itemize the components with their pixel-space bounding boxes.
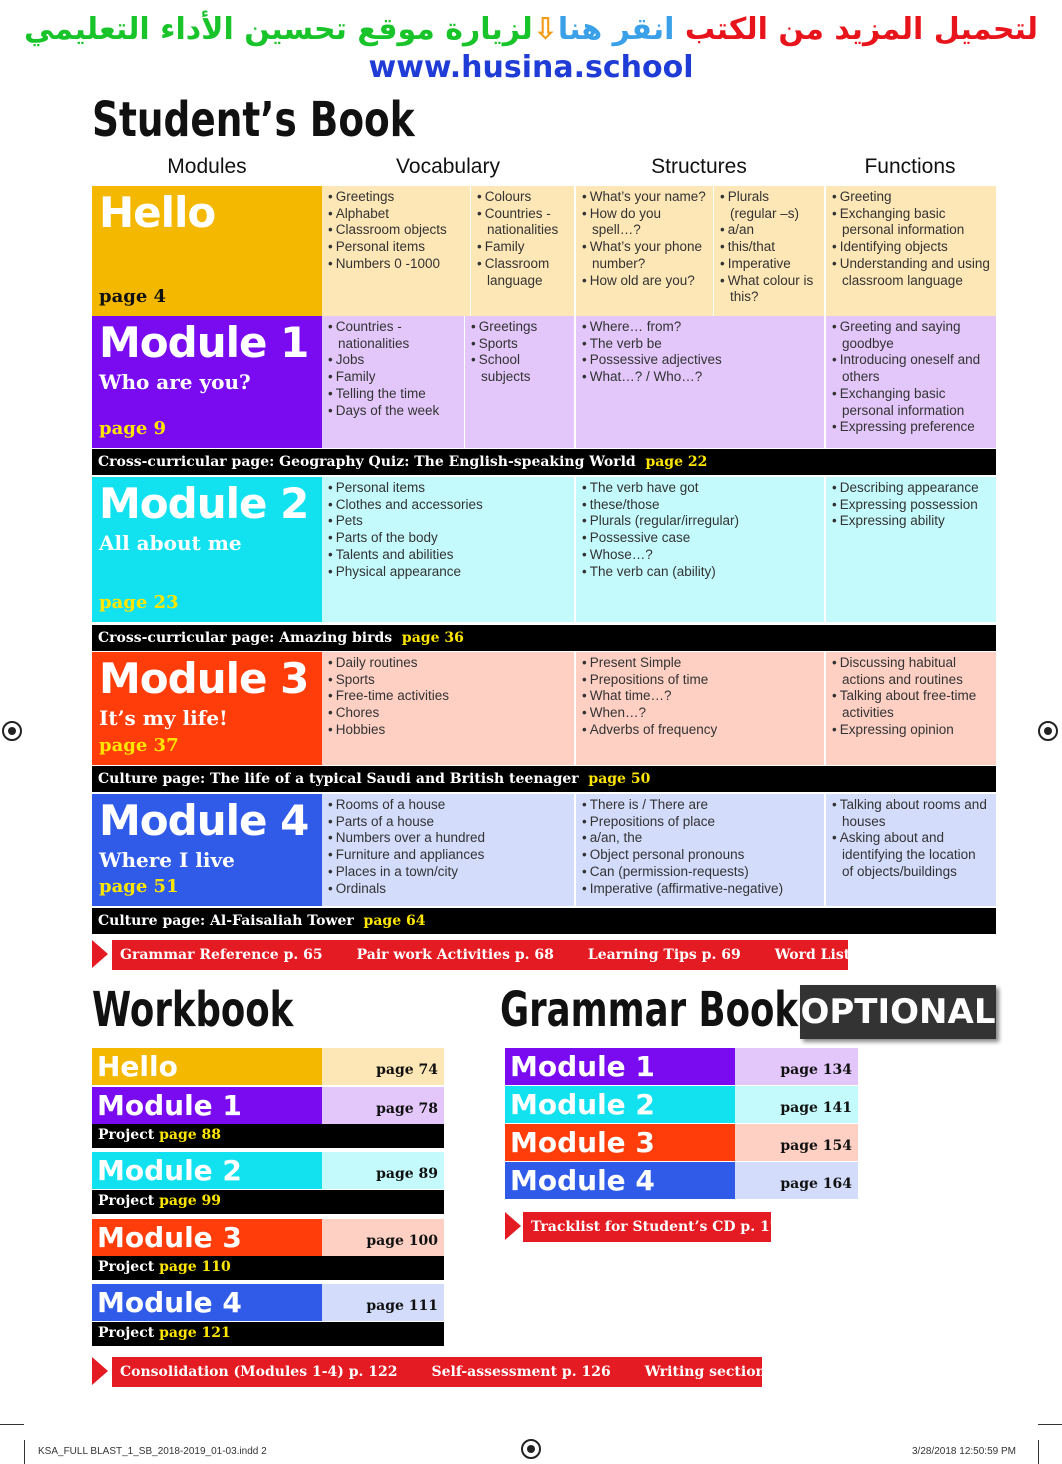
header-functions: Functions	[864, 155, 956, 178]
functions-cell	[824, 794, 996, 906]
structures-cell	[574, 316, 824, 448]
grammar-module-name: Module 4	[505, 1162, 735, 1199]
list-item: • Telling the time	[328, 386, 458, 403]
list-item: • Can (permission-requests)	[582, 864, 818, 881]
list-item: • these/those	[582, 497, 818, 514]
project-label: Project	[98, 1193, 155, 1209]
workbook-references	[112, 1357, 820, 1387]
module-page: page 37	[99, 735, 179, 756]
list-item: • Asking about and identifying the location of objects/buildings	[832, 830, 990, 880]
grammar-book-title: Grammar Book	[500, 982, 799, 1038]
structures-cell	[574, 794, 824, 906]
project-page: page 99	[159, 1193, 222, 1209]
module-box	[92, 794, 322, 906]
project-bar	[92, 1256, 444, 1280]
workbook-module-name: Module 2	[92, 1152, 322, 1189]
bullet-list	[582, 797, 818, 897]
list-item: • Parts of the body	[328, 530, 568, 547]
list-item: • Numbers over a hundred	[328, 830, 568, 847]
module-name: Module 4	[99, 796, 309, 845]
list-item: • Talking about free-time activities	[832, 688, 990, 721]
bullet-list	[832, 797, 990, 881]
bullet-list	[582, 480, 818, 580]
cross-curricular-label: Culture page: Al-Faisaliah Tower	[98, 913, 354, 929]
header-modules: Modules	[167, 155, 247, 178]
reference-link[interactable]: Writing section p. 128	[644, 1364, 820, 1380]
bullet-list	[832, 480, 990, 530]
list-item: • Colours	[477, 189, 568, 206]
list-item: • Possessive adjectives	[582, 352, 818, 369]
list-item: • How old are you?	[582, 273, 707, 290]
vocabulary-cell	[465, 316, 574, 448]
list-item: • Imperative	[720, 256, 818, 273]
footer-date: 3/28/2018 12:50:59 PM	[912, 1446, 1016, 1457]
vocabulary-cell	[322, 652, 574, 765]
list-item: • this/that	[720, 239, 818, 256]
structures-cell	[574, 652, 824, 765]
students-book-title: Student’s Book	[92, 92, 415, 148]
module-name: Hello	[99, 188, 216, 237]
list-item: • Introducing oneself and others	[832, 352, 990, 385]
workbook-module-name: Module 4	[92, 1284, 322, 1321]
list-item: • Sports	[328, 672, 568, 689]
footer-file-name: KSA_FULL BLAST_1_SB_2018-2019_01-03.indd 2	[38, 1446, 267, 1457]
list-item: • Ordinals	[328, 881, 568, 898]
list-item: • Places in a town/city	[328, 864, 568, 881]
cross-curricular-page: page 22	[645, 454, 708, 470]
workbook-module-page: page 111	[322, 1284, 444, 1321]
list-item: • Talents and abilities	[328, 547, 568, 564]
list-item: • Alphabet	[328, 206, 464, 223]
cross-curricular-bar	[92, 908, 996, 934]
functions-cell	[824, 316, 996, 448]
structures-cell	[714, 186, 824, 316]
structures-cell	[574, 186, 714, 316]
module-box	[92, 477, 322, 622]
list-item: • Whose…?	[582, 547, 818, 564]
reference-link[interactable]: Pair work Activities p. 68	[356, 947, 554, 963]
list-item: • Clothes and accessories	[328, 497, 568, 514]
students-book-references	[112, 940, 895, 970]
list-item: • Discussing habitual actions and routines	[832, 655, 990, 688]
list-item: • Rooms of a house	[328, 797, 568, 814]
list-item: • Free-time activities	[328, 688, 568, 705]
list-item: • What’s your name?	[582, 189, 707, 206]
module-page: page 9	[99, 418, 167, 439]
crop-mark	[1038, 1424, 1062, 1425]
list-item: • What time…?	[582, 688, 818, 705]
list-item: • Understanding and using classroom language	[832, 256, 990, 289]
module-name: Module 3	[99, 654, 309, 703]
list-item: • Greetings	[328, 189, 464, 206]
functions-cell	[824, 477, 996, 622]
module-box	[92, 652, 322, 765]
list-item: • Hobbies	[328, 722, 568, 739]
crop-mark	[0, 1424, 24, 1425]
cross-curricular-page: page 64	[363, 913, 426, 929]
project-bar	[92, 1322, 444, 1346]
grammar-module-page: page 154	[735, 1124, 858, 1161]
bullet-list	[582, 319, 818, 386]
list-item: • Furniture and appliances	[328, 847, 568, 864]
list-item: • The verb can (ability)	[582, 564, 818, 581]
vocabulary-cell	[322, 794, 574, 906]
list-item: • Expressing possession	[832, 497, 990, 514]
functions-cell	[824, 186, 996, 316]
arrow-right-icon	[505, 1212, 521, 1240]
banner-text-blue: انقر هنا	[557, 12, 675, 47]
grammar-module-name: Module 2	[505, 1086, 735, 1123]
list-item: • Identifying objects	[832, 239, 990, 256]
banner-text-red: لتحميل المزيد من الكتب	[684, 12, 1038, 47]
list-item: • Parts of a house	[328, 814, 568, 831]
list-item: • Greeting and saying goodbye	[832, 319, 990, 352]
list-item: • What…? / Who…?	[582, 369, 818, 386]
functions-cell	[824, 652, 996, 765]
arrow-right-icon	[92, 1357, 108, 1385]
module-subtitle: All about me	[99, 531, 242, 555]
list-item: • Chores	[328, 705, 568, 722]
list-item: • Countries - nationalities	[477, 206, 568, 239]
crop-mark	[24, 1440, 25, 1464]
list-item: • What colour is this?	[720, 273, 818, 306]
list-item: • Daily routines	[328, 655, 568, 672]
list-item: • Classroom language	[477, 256, 568, 289]
list-item: • Expressing opinion	[832, 722, 990, 739]
list-item: • Countries - nationalities	[328, 319, 458, 352]
registration-mark-icon	[521, 1439, 541, 1459]
workbook-module-name: Module 1	[92, 1087, 322, 1124]
bullet-list	[832, 655, 990, 739]
project-bar	[92, 1124, 444, 1148]
list-item: • The verb be	[582, 336, 818, 353]
header-vocabulary: Vocabulary	[396, 155, 500, 178]
optional-badge: OPTIONAL	[800, 985, 996, 1039]
project-label: Project	[98, 1325, 155, 1341]
reference-link[interactable]: Word List p. 70	[774, 947, 895, 963]
workbook-module-name: Hello	[92, 1048, 322, 1085]
crop-mark	[1038, 1440, 1039, 1464]
workbook-module-page: page 78	[322, 1087, 444, 1124]
list-item: • What’s your phone number?	[582, 239, 707, 272]
list-item: • Prepositions of time	[582, 672, 818, 689]
bullet-list	[328, 655, 568, 739]
cross-curricular-bar	[92, 625, 996, 651]
workbook-module-page: page 89	[322, 1152, 444, 1189]
bullet-list	[328, 189, 464, 273]
workbook-module-name: Module 3	[92, 1219, 322, 1256]
project-label: Project	[98, 1259, 155, 1275]
vocabulary-cell	[322, 477, 574, 622]
banner-text-green: لزيارة موقع تحسين الأداء التعليمي	[24, 12, 533, 47]
project-page: page 121	[159, 1325, 231, 1341]
list-item: • Family	[477, 239, 568, 256]
list-item: • Present Simple	[582, 655, 818, 672]
arrow-down-icon: ⇩	[532, 12, 558, 47]
list-item: • Personal items	[328, 480, 568, 497]
list-item: • Exchanging basic personal information	[832, 206, 990, 239]
list-item: • When…?	[582, 705, 818, 722]
cross-curricular-page: page 36	[401, 630, 464, 646]
list-item: • Expressing preference	[832, 419, 990, 436]
cross-curricular-bar	[92, 766, 996, 792]
cross-curricular-page: page 50	[588, 771, 651, 787]
module-page: page 4	[99, 286, 167, 307]
list-item: • Describing appearance	[832, 480, 990, 497]
list-item: • Sports	[471, 336, 568, 353]
banner-url-link[interactable]: www.husina.school	[368, 50, 694, 85]
module-page: page 23	[99, 592, 179, 613]
list-item: • Jobs	[328, 352, 458, 369]
list-item: • Family	[328, 369, 458, 386]
cross-curricular-label: Culture page: The life of a typical Saudi and British teenager	[98, 771, 579, 787]
workbook-title: Workbook	[92, 982, 294, 1038]
list-item: • There is / There are	[582, 797, 818, 814]
reference-link[interactable]: Consolidation (Modules 1-4) p. 122	[120, 1364, 398, 1380]
bullet-list	[328, 797, 568, 897]
list-item: • Pets	[328, 513, 568, 530]
module-subtitle: Where I live	[99, 848, 235, 872]
list-item: • Personal items	[328, 239, 464, 256]
project-label: Project	[98, 1127, 155, 1143]
list-item: • Greetings	[471, 319, 568, 336]
bullet-list	[582, 655, 818, 739]
module-name: Module 1	[99, 318, 309, 367]
list-item: • Plurals (regular/irregular)	[582, 513, 818, 530]
header-structures: Structures	[651, 155, 747, 178]
module-page: page 51	[99, 876, 179, 897]
list-item: • a/an, the	[582, 830, 818, 847]
list-item: • Talking about rooms and houses	[832, 797, 990, 830]
project-bar	[92, 1190, 444, 1214]
list-item: • Plurals (regular –s)	[720, 189, 818, 222]
cross-curricular-bar	[92, 449, 996, 475]
module-name: Module 2	[99, 479, 309, 528]
bullet-list	[471, 319, 568, 386]
bullet-list	[832, 189, 990, 289]
grammar-module-page: page 141	[735, 1086, 858, 1123]
bullet-list	[832, 319, 990, 436]
cross-curricular-label: Cross-curricular page: Amazing birds	[98, 630, 393, 646]
reference-link[interactable]: Learning Tips p. 69	[587, 947, 741, 963]
grammar-module-name: Module 1	[505, 1048, 735, 1085]
module-box	[92, 186, 322, 316]
list-item: • Imperative (affirmative-negative)	[582, 881, 818, 898]
list-item: • Greeting	[832, 189, 990, 206]
list-item: • Classroom objects	[328, 222, 464, 239]
module-subtitle: It’s my life!	[99, 706, 228, 730]
list-item: • How do you spell…?	[582, 206, 707, 239]
grammar-module-name: Module 3	[505, 1124, 735, 1161]
reference-link[interactable]: Self-assessment p. 126	[431, 1364, 611, 1380]
list-item: • Expressing ability	[832, 513, 990, 530]
vocabulary-cell	[322, 186, 471, 316]
vocabulary-cell	[471, 186, 574, 316]
bullet-list	[720, 189, 818, 306]
list-item: • a/an	[720, 222, 818, 239]
workbook-module-page: page 100	[322, 1219, 444, 1256]
reference-link[interactable]: Grammar Reference p. 65	[120, 947, 323, 963]
download-banner[interactable]	[0, 12, 1062, 47]
list-item: • Prepositions of place	[582, 814, 818, 831]
structures-cell	[574, 477, 824, 622]
list-item: • Exchanging basic personal information	[832, 386, 990, 419]
grammar-module-page: page 164	[735, 1162, 858, 1199]
project-page: page 110	[159, 1259, 231, 1275]
list-item: • School subjects	[471, 352, 568, 385]
tracklist-reference: Tracklist for Student’s CD p. 171	[523, 1212, 771, 1242]
cross-curricular-label: Cross-curricular page: Geography Quiz: The English-speaking World	[98, 454, 636, 470]
module-subtitle: Who are you?	[99, 370, 251, 394]
list-item: • Physical appearance	[328, 564, 568, 581]
list-item: • Object personal pronouns	[582, 847, 818, 864]
list-item: • The verb have got	[582, 480, 818, 497]
registration-mark-icon	[2, 721, 22, 741]
project-page: page 88	[159, 1127, 222, 1143]
bullet-list	[582, 189, 707, 289]
bullet-list	[477, 189, 568, 289]
bullet-list	[328, 480, 568, 580]
registration-mark-icon	[1038, 721, 1058, 741]
list-item: • Possessive case	[582, 530, 818, 547]
arrow-right-icon	[92, 940, 108, 968]
module-box	[92, 316, 322, 448]
list-item: • Numbers 0 -1000	[328, 256, 464, 273]
list-item: • Where… from?	[582, 319, 818, 336]
list-item: • Adverbs of frequency	[582, 722, 818, 739]
list-item: • Days of the week	[328, 403, 458, 420]
vocabulary-cell	[322, 316, 465, 448]
bullet-list	[328, 319, 458, 419]
workbook-module-page: page 74	[322, 1048, 444, 1085]
grammar-module-page: page 134	[735, 1048, 858, 1085]
